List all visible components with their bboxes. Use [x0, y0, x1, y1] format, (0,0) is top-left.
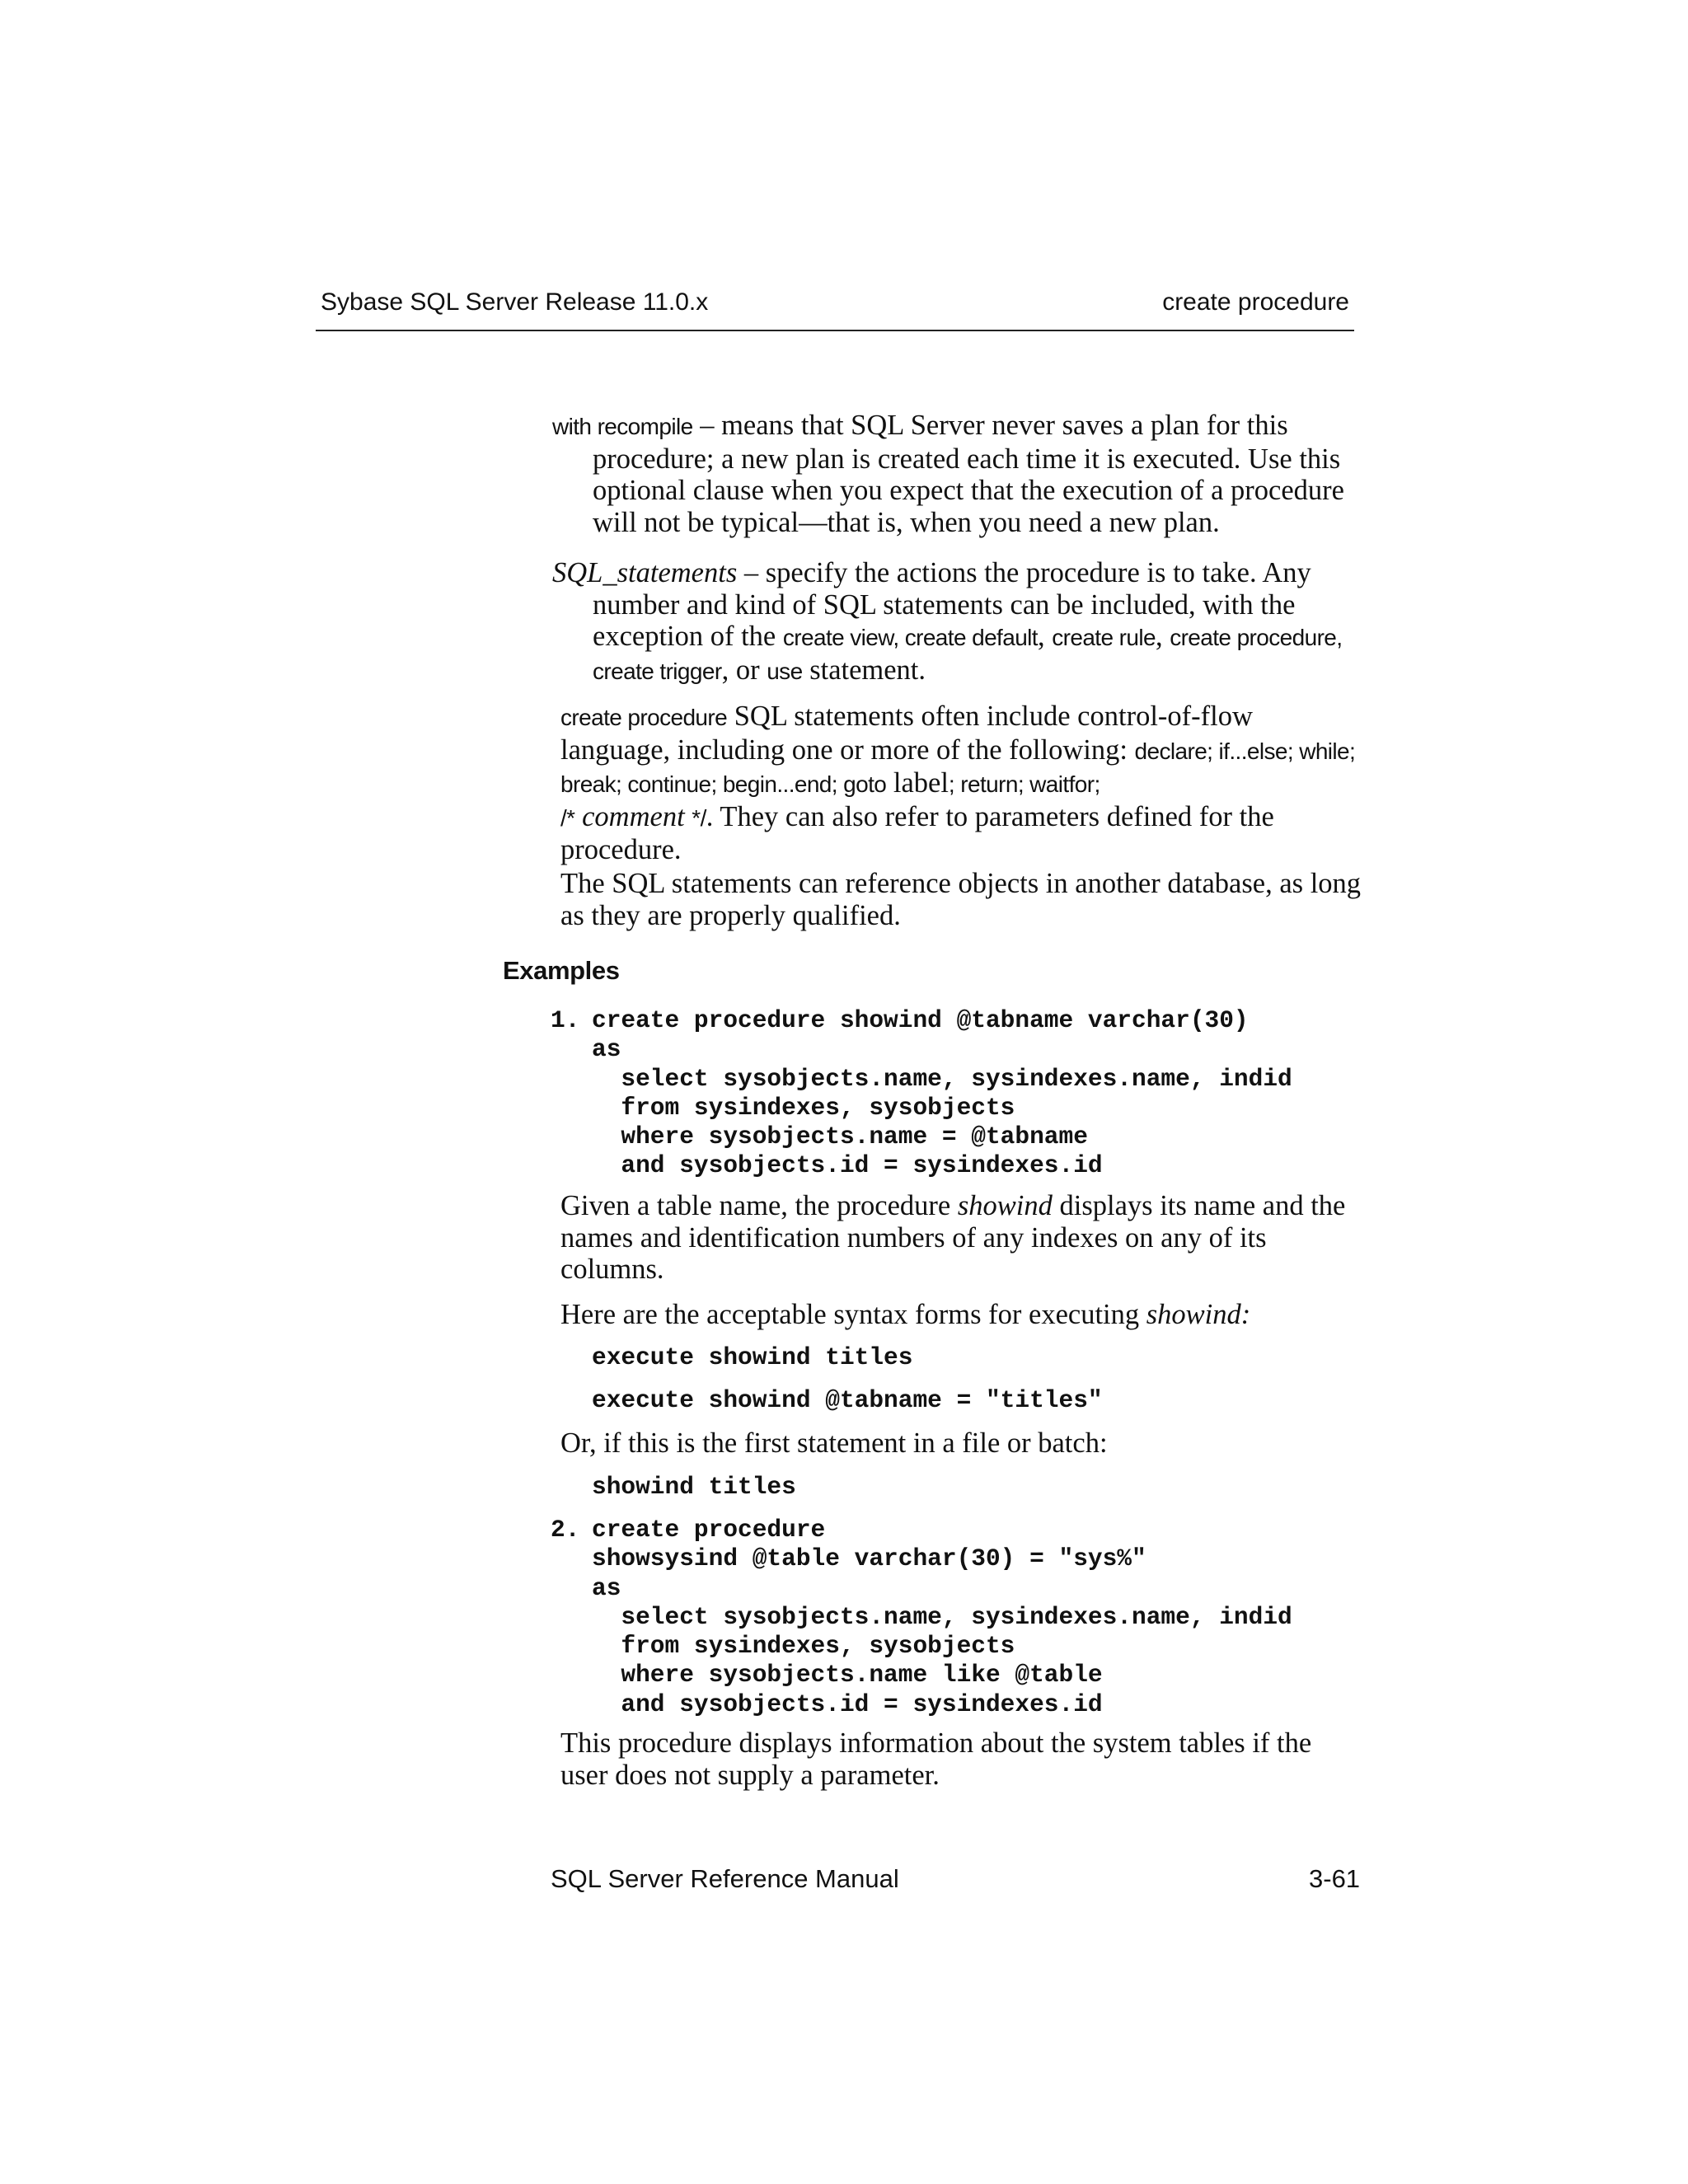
syntax-intro-proc: showind:: [1146, 1299, 1251, 1330]
sql-statements-text-1: – specify the actions the procedure is to take. Any number and kind of SQL statements can be included, with the exception of the: [593, 557, 1311, 652]
keyword-use: use: [767, 658, 803, 684]
keyword-create-view-default: create view, create default: [782, 625, 1038, 650]
exec-form-1: execute showind titles: [592, 1343, 913, 1371]
header-title: Sybase SQL Server Release 11.0.x: [321, 288, 709, 316]
page-number: 3-61: [1309, 1864, 1361, 1893]
example-2-description: This procedure displays information about the system tables if the user does not supply a parameter.: [560, 1727, 1312, 1791]
example-1-number: 1.: [551, 1006, 580, 1034]
first-statement-note: Or, if this is the first statement in a file or batch:: [560, 1427, 1108, 1459]
page-header: [316, 288, 1354, 331]
other-database-paragraph: The SQL statements can reference objects in another database, as long as they are properly qualified.: [560, 868, 1362, 931]
exec-form-2: execute showind @tabname = "titles": [592, 1386, 1103, 1414]
comment-open: /*: [560, 804, 575, 831]
keyword-with-recompile: with recompile: [552, 414, 693, 439]
example-1-proc-name: showind: [957, 1190, 1053, 1221]
example-1-description: [560, 1190, 1352, 1286]
syntax-intro-text: Here are the acceptable syntax forms for executing: [560, 1299, 1146, 1330]
example-2-code: create procedure showsysind @table varchar(30) = "sys%" as select sysobjects.name, sysindexes.name, indid from sysindexes, sysobjects where sysobjects.name like @table and sysobjects.id = sysindexes.id: [592, 1516, 1292, 1718]
keyword-return-waitfor: ; return; waitfor;: [948, 771, 1100, 797]
control-flow-text-1: SQL statements often include control-of-flow language, including one or more of the following:: [560, 701, 1253, 766]
exec-form-3: showind titles: [592, 1473, 796, 1501]
keyword-create-procedure-2: create procedure: [560, 705, 728, 730]
keyword-control-flow-list: declare; if...else; while; break; continue; begin...end; goto: [560, 738, 1356, 797]
footer-manual-title: SQL Server Reference Manual: [551, 1864, 899, 1893]
examples-heading: Examples: [503, 956, 620, 985]
keyword-create-procedure: create procedure,: [1170, 625, 1343, 650]
param-sql-statements: [552, 557, 1384, 687]
sep-2: ,: [1155, 621, 1170, 652]
comment-close: */: [692, 804, 706, 831]
sql-statements-text-2: statement.: [802, 654, 926, 686]
header-section: create procedure: [1162, 288, 1349, 316]
term-sql-statements: SQL_statements: [552, 557, 738, 588]
example-1-desc-a: Given a table name, the procedure: [560, 1190, 958, 1221]
param-with-recompile-text: – means that SQL Server never saves a plan for this procedure; a new plan is created each time it is executed. Use this optional clause when you expect that the execution of a procedure will not be typical—that is, when you need a new plan.: [593, 410, 1344, 538]
param-with-recompile: [552, 410, 1384, 538]
example-1-desc-b: displays its name and the names and identification numbers of any indexes on any of its columns.: [560, 1190, 1346, 1285]
control-flow-text-3: . They can also refer to parameters defined for the procedure.: [560, 800, 1274, 865]
sep-4: , or: [721, 654, 767, 686]
example-2-number: 2.: [551, 1516, 580, 1544]
example-1-syntax-intro: [560, 1299, 1368, 1331]
keyword-create-rule: create rule: [1052, 625, 1156, 650]
control-flow-label: label: [886, 767, 949, 799]
keyword-create-trigger: create trigger: [593, 658, 722, 684]
sep-1: ,: [1037, 621, 1053, 652]
comment-placeholder: comment: [574, 800, 692, 832]
control-flow-paragraph: [560, 701, 1368, 866]
example-1-code: create procedure showind @tabname varchar(30) as select sysobjects.name, sysindexes.name, indid from sysindexes, sysobjects where sysobjects.name = @tabname and sysobjects.id = sysindexes.id: [592, 1006, 1292, 1180]
